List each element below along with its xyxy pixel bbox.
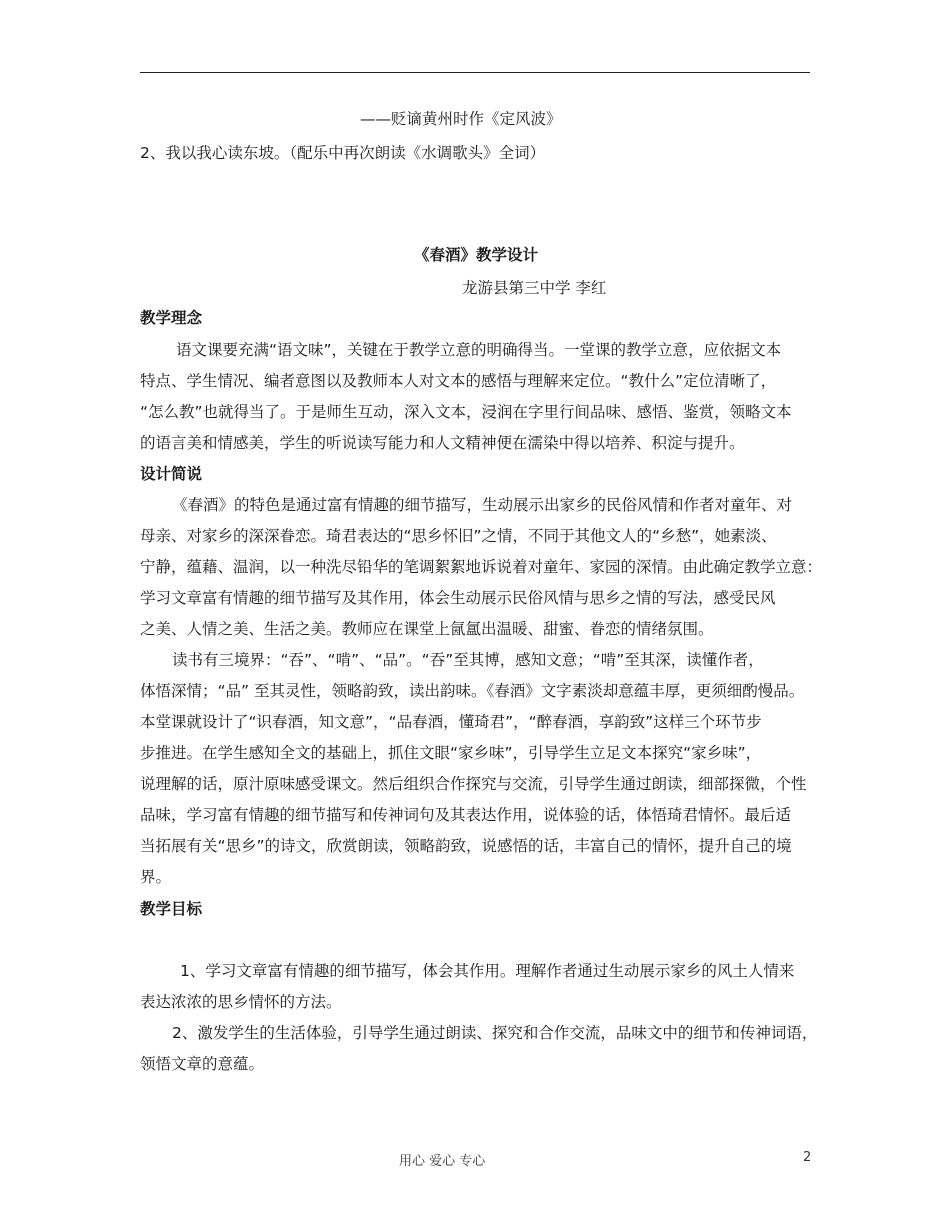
paragraph-line: 之美、人情之美、生活之美。教师应在课堂上氤氲出温暖、甜蜜、眷恋的情绪氛围。 [140, 620, 714, 638]
paragraph-line: 品味，学习富有情趣的细节描写和传神词句及其表达作用，说体验的话，体悟琦君情怀。最后适 [140, 806, 792, 824]
paragraph-line: 学习文章富有情趣的细节描写及其作用，体会生动展示民俗风情与思乡之情的写法，感受民风 [140, 589, 776, 607]
paragraph-line: 宁静，蕴藉、温润，以一种洗尽铅华的笔调絮絮地诉说着对童年、家园的深情。由此确定教学立意： [140, 558, 823, 576]
section-heading-teaching-concept: 教学理念 [140, 309, 203, 327]
footer-motto: 用心 爱心 专心 [399, 1154, 486, 1169]
paragraph-line: 《春酒》的特色是通过富有情趣的细节描写，生动展示出家乡的民俗风情和作者对童年、对 [172, 496, 793, 514]
paragraph-line: 的语言美和情感美，学生的听说读写能力和人文精神便在濡染中得以培养、积淀与提升。 [140, 434, 745, 452]
page-number: 2 [803, 1150, 812, 1165]
header-rule [140, 72, 810, 73]
paragraph-line: 步推进。在学生感知全文的基础上，抓住文眼“家乡味”，引导学生立足文本探究“家乡味”， [140, 744, 762, 762]
paragraph-line: 表达浓浓的思乡情怀的方法。 [140, 993, 342, 1011]
paragraph-line: 读书有三境界：“吞”、“啃”、“品”。“吞”至其博，感知文意；“啃”至其深，读懂作者， [172, 651, 764, 669]
paragraph-line: 语文课要充满“语文味”，关键在于教学立意的明确得当。一堂课的教学立意，应依据文本 [176, 341, 782, 359]
paragraph-line: “怎么教”也就得当了。于是师生互动，深入文本，浸润在字里行间品味、感悟、鉴赏，领略文本 [140, 403, 792, 421]
article-author: 龙游县第三中学 李红 [462, 279, 607, 297]
paragraph-line: 当拓展有关“思乡”的诗文，欣赏朗读，领略韵致，说感悟的话，丰富自己的情怀，提升自己的境 [140, 837, 792, 855]
poem-attribution: ——贬谪黄州时作《定风波》 [360, 110, 562, 128]
paragraph-line: 体悟深情；“品” 至其灵性，领略韵致，读出韵味。《春酒》文字素淡却意蕴丰厚，更须细酌慢品。 [140, 682, 805, 700]
paragraph-line: 2、激发学生的生活体验，引导学生通过朗读、探究和合作交流，品味文中的细节和传神词语， [172, 1024, 818, 1042]
paragraph-line: 界。 [140, 868, 172, 886]
paragraph-line: 领悟文章的意蕴。 [140, 1055, 265, 1073]
section-heading-teaching-goals: 教学目标 [140, 900, 203, 918]
article-title: 《春酒》教学设计 [413, 246, 538, 264]
reading-item: 2、我以我心读东坡。（配乐中再次朗读《水调歌头》全词） [140, 144, 546, 162]
paragraph-line: 本堂课就设计了“识春酒，知文意”，“品春酒，懂琦君”，“醉春酒，享韵致”这样三个环节步 [140, 713, 762, 731]
paragraph-line: 1、学习文章富有情趣的细节描写，体会其作用。理解作者通过生动展示家乡的风土人情来 [180, 962, 795, 980]
paragraph-line: 说理解的话，原汁原味感受课文。然后组织合作探究与交流，引导学生通过朗读，细部探微，个性 [140, 775, 807, 793]
paragraph-line: 母亲、对家乡的深深眷恋。琦君表达的“思乡怀旧”之情，不同于其他文人的“乡愁”，她素淡、 [140, 527, 777, 545]
paragraph-line: 特点、学生情况、编者意图以及教师本人对文本的感悟与理解来定位。“教什么”定位清晰了， [140, 372, 777, 390]
section-heading-design-notes: 设计简说 [140, 465, 203, 483]
